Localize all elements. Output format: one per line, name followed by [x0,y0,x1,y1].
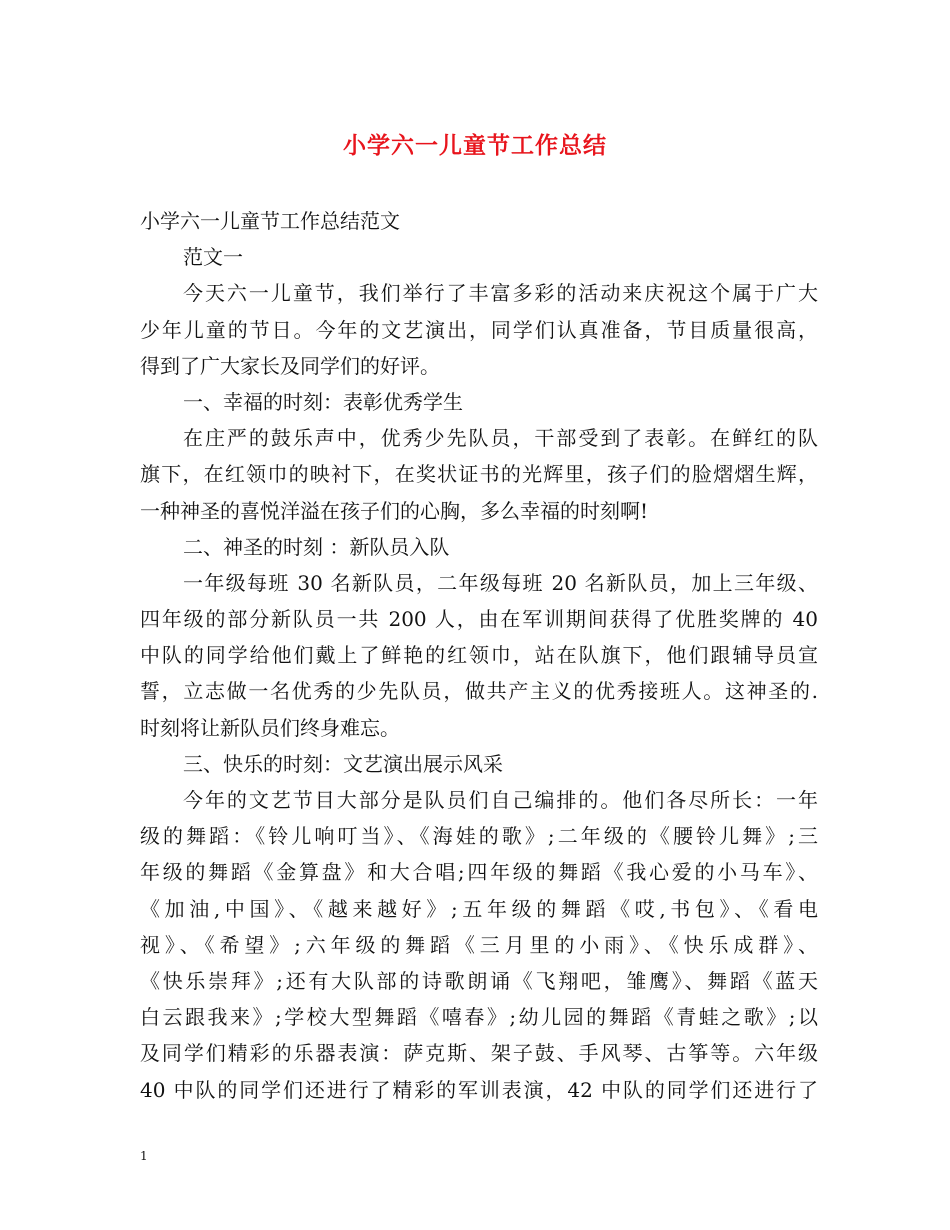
text-line: 及同学们精彩的乐器表演：萨克斯、架子鼓、手风琴、古筝等。六年级 [140,1041,818,1066]
document-title: 小学六一儿童节工作总结 [343,133,607,159]
text-line: 少年儿童的节日。今年的文艺演出，同学们认真准备，节目质量很高， [140,317,818,342]
text-line: 一种神圣的喜悦洋溢在孩子们的心胸，多么幸福的时刻啊! [140,498,649,523]
text-line: 范文一 [183,245,243,270]
page-number: 1 [140,1149,148,1163]
text-line: 今年的文艺节目大部分是队员们自己编排的。他们各尽所长：一年 [183,788,818,812]
text-line: 白云跟我来》;学校大型舞蹈《嘻春》;幼儿园的舞蹈《青蛙之歌》;以 [140,1005,818,1030]
text-line: 在庄严的鼓乐声中，优秀少先队员，干部受到了表彰。在鲜红的队 [183,426,818,451]
text-line: 誓，立志做一名优秀的少先队员，做共产主义的优秀接班人。这神圣的. [140,679,818,704]
text-line: 40 中队的同学们还进行了精彩的军训表演，42 中队的同学们还进行了 [140,1077,818,1102]
text-line: 级的舞蹈：《铃儿响叮当》、《海娃的歌》;二年级的《腰铃儿舞》;三 [140,824,818,849]
document-body [140,203,818,1108]
text-line: 一年级每班 30 名新队员，二年级每班 20 名新队员，加上三年级、 [183,570,818,595]
text-line: 一、幸福的时刻：表彰优秀学生 [183,389,463,414]
text-line: 《快乐崇拜》;还有大队部的诗歌朗诵《飞翔吧，雏鹰》、舞蹈《蓝天 [140,968,818,993]
text-line: 中队的同学给他们戴上了鲜艳的红领巾，站在队旗下，他们跟辅导员宣 [140,643,818,668]
text-line: 视》、《希望》;六年级的舞蹈《三月里的小雨》、《快乐成群》、 [140,932,818,957]
text-line: 三、快乐的时刻：文艺演出展示风采 [183,751,503,776]
text-line: 四年级的部分新队员一共 200 人，由在军训期间获得了优胜奖牌的 40 [140,607,818,632]
text-line: 今天六一儿童节，我们举行了丰富多彩的活动来庆祝这个属于广大 [183,281,818,306]
text-line: 时刻将让新队员们终身难忘。 [140,715,400,740]
text-line: 小学六一儿童节工作总结范文 [140,209,400,233]
text-line: 二、神圣的时刻 ：新队员入队 [183,534,450,559]
text-line: 得到了广大家长及同学们的好评。 [140,353,440,378]
text-line: 年级的舞蹈《金算盘》和大合唱;四年级的舞蹈《我心爱的小马车》、 [140,860,818,885]
text-line: 旗下，在红领巾的映衬下，在奖状证书的光辉里，孩子们的脸熠熠生辉， [140,462,818,487]
text-line: 《加油,中国》、《越来越好》;五年级的舞蹈《哎,书包》、《看电 [140,896,818,921]
